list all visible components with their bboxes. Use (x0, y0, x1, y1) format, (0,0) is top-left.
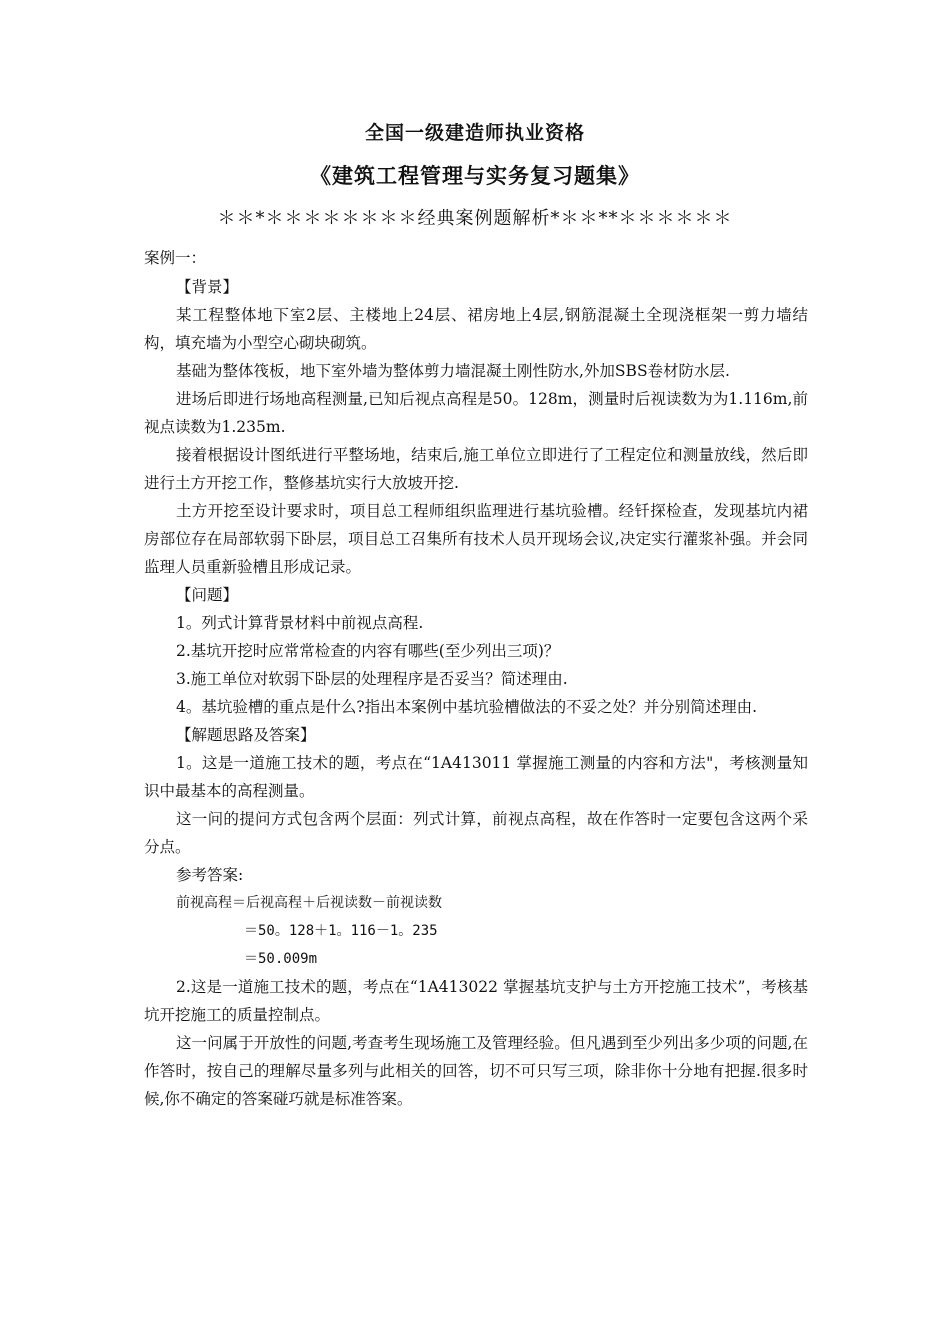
document-body (144, 244, 808, 1113)
question-item: 2.基坑开挖时应常常检查的内容有哪些(至少列出三项)？ (176, 642, 560, 660)
answer-paragraph: 这一问属于开放性的问题,考查考生现场施工及管理经验。但凡遇到至少列出多少项的问题,在作答时，按自己的理解尽量多列与此相关的回答，切不可只写三项，除非你十分地有把握.很多时候,你不确定的答案碰巧就是标准答案。 (144, 1034, 808, 1108)
calculation-line: ＝50。128＋1。116－1。235 (244, 923, 438, 939)
background-paragraph: 基础为整体筏板，地下室外墙为整体剪力墙混凝土刚性防水,外加SBS卷材防水层. (176, 362, 730, 380)
calculation-line: ＝50.009m (244, 951, 318, 967)
question-item: 1。列式计算背景材料中前视点高程. (176, 614, 424, 632)
document-title: 全国一级建造师执业资格 (364, 122, 585, 144)
question-item: 3.施工单位对软弱下卧层的处理程序是否妥当？简述理由. (176, 670, 568, 688)
answers-heading: 【解题思路及答案】 (176, 726, 316, 744)
answer-paragraph: 1。这是一道施工技术的题，考点在“1A413011 掌握施工测量的内容和方法"，考核测量知识中最基本的高程测量。 (144, 754, 808, 800)
background-heading: 【背景】 (176, 278, 239, 296)
background-paragraph: 土方开挖至设计要求时，项目总工程师组织监理进行基坑验槽。经钎探检查，发现基坑内裙房部位存在局部软弱下卧层，项目总工召集所有技术人员开现场会议,决定实行灌浆补强。并会同监理人员重新验槽且形成记录。 (144, 502, 808, 576)
questions-heading: 【问题】 (176, 586, 239, 604)
section-banner: ＊＊*＊＊＊＊＊＊＊＊经典案例题解析*＊＊**＊＊＊＊＊＊ (217, 208, 733, 229)
answer-paragraph: 2.这是一道施工技术的题，考点在“1A413022 掌握基坑支护与土方开挖施工技术”，考核基坑开挖施工的质量控制点。 (144, 978, 808, 1024)
background-paragraph: 进场后即进行场地高程测量,已知后视点高程是50。128m，测量时后视读数为为1.116m,前视点读数为1.235m. (144, 390, 808, 436)
background-paragraph: 接着根据设计图纸进行平整场地，结束后,施工单位立即进行了工程定位和测量放线，然后即进行土方开挖工作，整修基坑实行大放坡开挖. (144, 446, 808, 492)
reference-label: 参考答案: (176, 866, 244, 884)
case-label: 案例一： (144, 249, 207, 267)
document-subtitle: 《建筑工程管理与实务复习题集》 (310, 163, 640, 188)
background-paragraph: 某工程整体地下室2层、主楼地上24层、裙房地上4层,钢筋混凝土全现浇框架一剪力墙结构，填充墙为小型空心砌块砌筑。 (144, 306, 808, 352)
question-item: 4。基坑验槽的重点是什么?指出本案例中基坑验槽做法的不妥之处？并分别简述理由. (176, 698, 758, 716)
answer-paragraph: 这一问的提问方式包含两个层面：列式计算，前视点高程，故在作答时一定要包含这两个采分点。 (144, 810, 808, 856)
calculation-line: 前视高程＝后视高程＋后视读数－前视读数 (176, 895, 442, 911)
